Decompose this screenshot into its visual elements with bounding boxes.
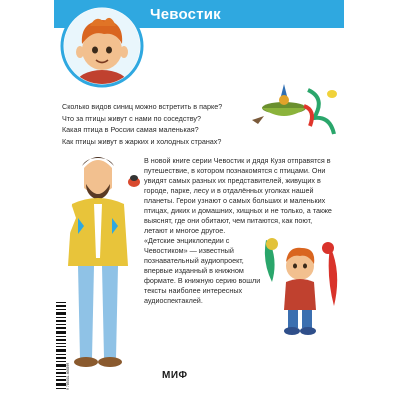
series-note: «Детские энциклопедии с Чевостиком» — известный познавательный аудиопроект, впервые изданный в книжном формате. В книжную серию вошли тексты наиболее интересных аудиоспектаклей. — [144, 236, 261, 305]
barcode-number: 9 785001 466599 — [66, 362, 70, 390]
question-item: Какая птица в России самая маленькая? — [62, 125, 199, 135]
book-description: В новой книге серии Чевостик и дядя Кузя отправятся в путешествие, в котором познакомятся с птицами. Они увидят самых разных их представителей, живущих в городе, парке, лесу и в отдалённых уголках нашей планеты. Герои узнают о самых больших и маленьких птицах, диких и домашних, хищных и не только, а также выяснят, где они обитают, чем питаются, как поют, летают и многое другое. — [144, 156, 332, 235]
publisher-logo: МИФ — [162, 370, 188, 381]
barcode — [56, 300, 70, 392]
question-item: Сколько видов синиц можно встретить в парке? — [62, 102, 223, 111]
book-back-cover — [54, 0, 344, 400]
question-list — [62, 102, 292, 148]
question-item: Что за птицы живут с нами по соседству? — [62, 113, 201, 123]
series-title: Чевостик — [150, 6, 221, 23]
chevostik-portrait — [60, 4, 144, 88]
chevostik-with-parrots-illustration — [258, 232, 344, 336]
question-item: Как птицы живут в жарких и холодных странах? — [62, 136, 222, 146]
